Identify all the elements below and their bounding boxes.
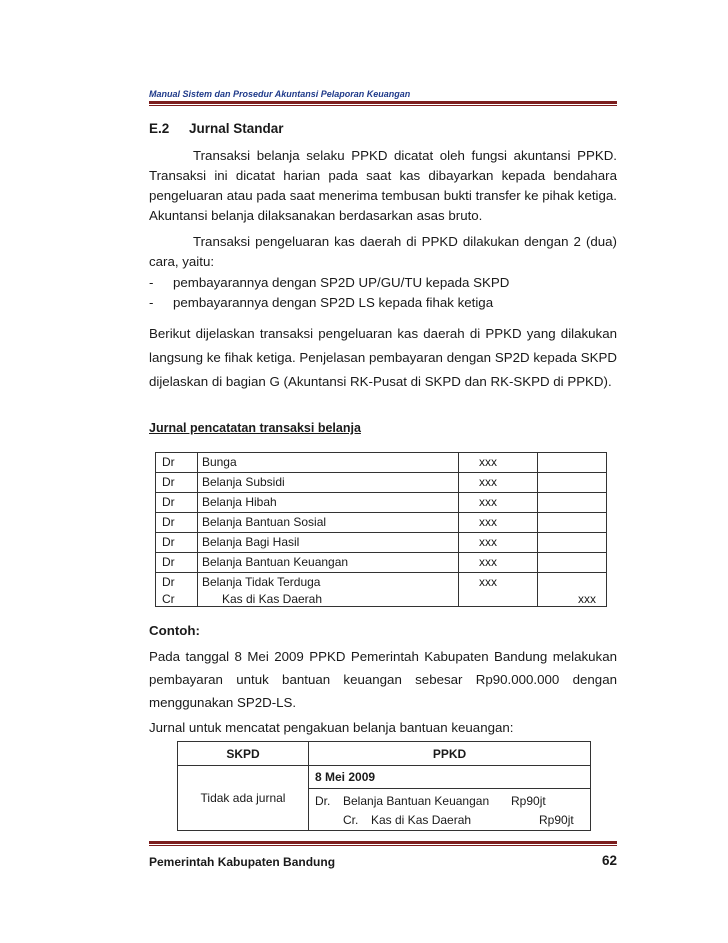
ppkd-cell xyxy=(309,766,591,831)
journal-table xyxy=(155,452,607,607)
section-title: Jurnal Standar xyxy=(189,121,284,136)
table-row: Dr Belanja Bantuan Sosial xxx xyxy=(156,513,607,533)
table-row: Dr Belanja Subsidi xxx xyxy=(156,473,607,493)
payment-method-list xyxy=(149,273,509,313)
footer-rule-thin xyxy=(149,845,617,846)
section-heading xyxy=(149,121,284,136)
list-item: - pembayarannya dengan SP2D LS kepada fihak ketiga xyxy=(149,295,494,310)
header-rule-thin xyxy=(149,105,617,106)
table-header-row xyxy=(178,742,591,766)
page-number: 62 xyxy=(601,853,617,868)
header-rule xyxy=(149,101,617,104)
example-journal-table xyxy=(177,741,591,831)
table-row: Cr Kas di Kas Daerah xxx xyxy=(156,592,607,607)
paragraph-1: Transaksi belanja selaku PPKD dicatat oleh fungsi akuntansi PPKD. Transaksi ini dicatat harian pada saat kas dibayarkan kepada bendahara pengeluaran atau pada saat menerima tembusan bukti transfer ke pihak ketiga. Akuntansi belanja dilaksanakan berdasarkan asas bruto. xyxy=(149,148,617,223)
list-item: - pembayarannya dengan SP2D UP/GU/TU kepada SKPD xyxy=(149,275,510,290)
table-row: Dr Belanja Tidak Terduga xxx xyxy=(156,573,607,593)
example-text: Pada tanggal 8 Mei 2009 PPKD Pemerintah Kabupaten Bandung melakukan pembayaran untuk bantuan keuangan sebesar Rp90.000.000 dengan menggunakan SP2D-LS. xyxy=(149,649,617,710)
table-row: Dr Belanja Hibah xxx xyxy=(156,493,607,513)
ppkd-header: PPKD xyxy=(309,742,591,766)
table-row: Dr Belanja Bagi Hasil xxx xyxy=(156,533,607,553)
section-number: E.2 xyxy=(149,121,170,136)
journal-date: 8 Mei 2009 xyxy=(309,766,590,789)
skpd-cell: Tidak ada jurnal xyxy=(178,766,309,831)
table-row xyxy=(178,766,591,831)
footer-organization: Pemerintah Kabupaten Bandung xyxy=(149,855,336,869)
footer-rule xyxy=(149,841,617,844)
example-lead: Jurnal untuk mencatat pengakuan belanja bantuan keuangan: xyxy=(149,720,514,735)
table-row: Dr Belanja Bantuan Keuangan xxx xyxy=(156,553,607,573)
example-heading: Contoh: xyxy=(149,623,200,638)
ppkd-entries: Dr. Belanja Bantuan Keuangan Rp90jt Cr. Kas di Kas Daerah Rp90jt xyxy=(315,794,574,827)
table-row: Dr Bunga xxx xyxy=(156,453,607,473)
journal-subheading: Jurnal pencatatan transaksi belanja xyxy=(149,421,361,435)
paragraph-3: Berikut dijelaskan transaksi pengeluaran kas daerah di PPKD yang dilakukan langsung ke fihak ketiga. Penjelasan pembayaran dengan SP2D kepada SKPD dijelaskan di bagian G (Akuntansi RK-Pusat di SKPD dan RK-SKPD di PPKD). xyxy=(149,326,617,389)
paragraph-2: Transaksi pengeluaran kas daerah di PPKD dilakukan dengan 2 (dua) cara, yaitu: xyxy=(149,234,617,269)
skpd-header: SKPD xyxy=(178,742,309,766)
running-header: Manual Sistem dan Prosedur Akuntansi Pelaporan Keuangan xyxy=(149,89,411,99)
